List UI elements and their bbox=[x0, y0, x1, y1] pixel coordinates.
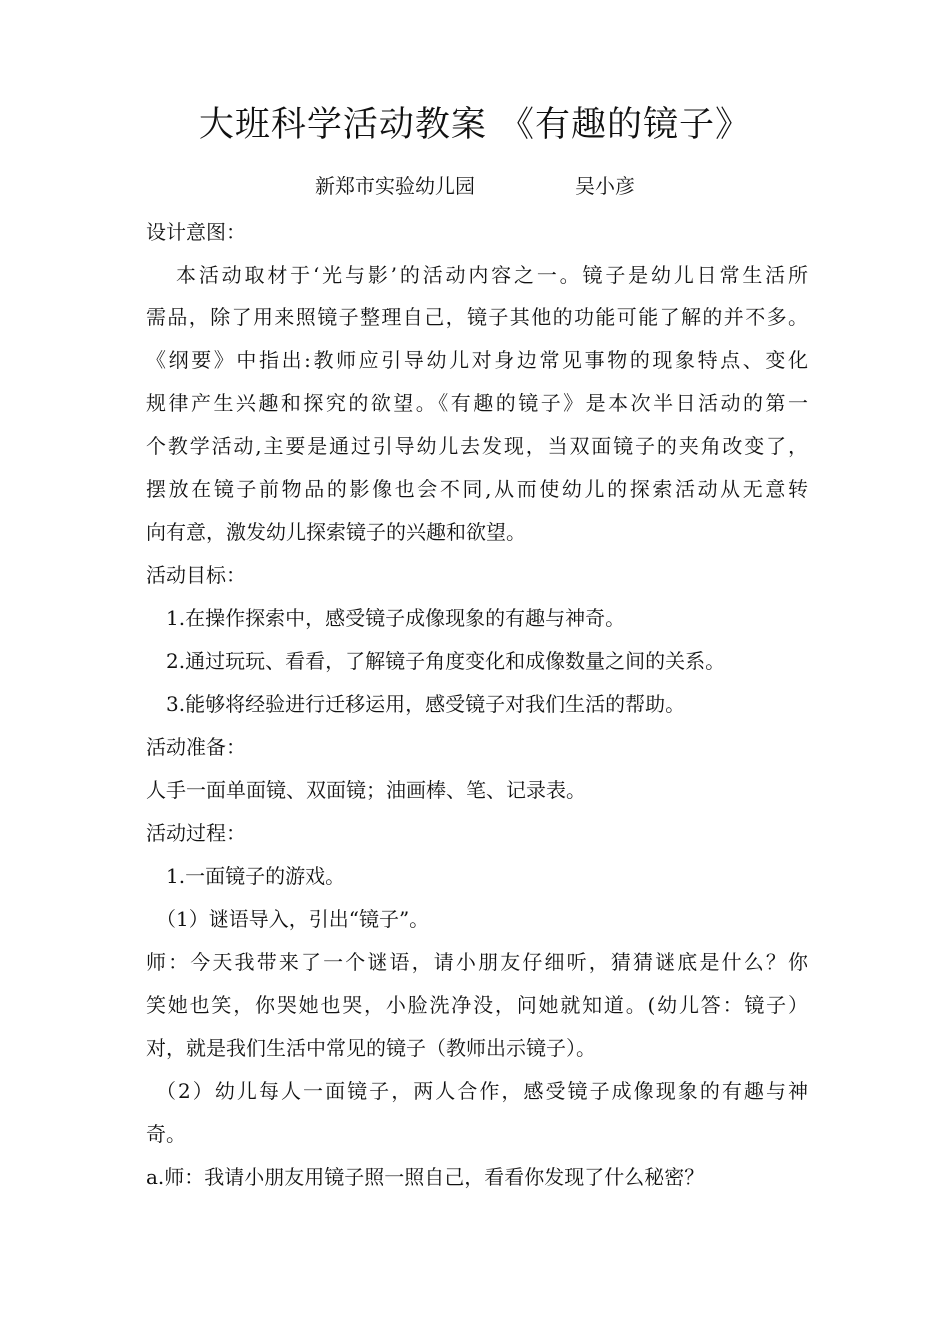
process-substep: （2）幼儿每人一面镜子，两人合作，感受镜子成像现象的有趣与神 bbox=[156, 1079, 808, 1103]
objective-item: 1.在操作探索中，感受镜子成像现象的有趣与神奇。 bbox=[166, 606, 626, 630]
process-substep: （1）谜语导入，引出“镜子”。 bbox=[156, 907, 430, 931]
paragraph-line: 需品，除了用来照镜子整理自己，镜子其他的功能可能了解的并不多。 bbox=[146, 305, 808, 329]
school-name: 新郑市实验幼儿园 bbox=[315, 174, 475, 198]
document-title: 大班科学活动教案 《有趣的镜子》 bbox=[198, 105, 752, 145]
section-heading-design-intent: 设计意图： bbox=[146, 220, 246, 244]
objective-item: 3.能够将经验进行迁移运用，感受镜子对我们生活的帮助。 bbox=[166, 692, 686, 716]
process-step: 1.一面镜子的游戏。 bbox=[166, 864, 346, 888]
paragraph-line: 本活动取材于‘光与影’的活动内容之一。镜子是幼儿日常生活所 bbox=[176, 263, 808, 287]
paragraph-line: 个教学活动,主要是通过引导幼儿去发现，当双面镜子的夹角改变了， bbox=[146, 434, 808, 458]
paragraph-line: 规律产生兴趣和探究的欲望。《有趣的镜子》是本次半日活动的第一 bbox=[146, 391, 808, 415]
paragraph-line: a.师：我请小朋友用镜子照一照自己，看看你发现了什么秘密？ bbox=[146, 1165, 705, 1189]
preparation-text: 人手一面单面镜、双面镜；油画棒、笔、记录表。 bbox=[146, 778, 586, 802]
paragraph-line: 摆放在镜子前物品的影像也会不同,从而使幼儿的探索活动从无意转 bbox=[146, 477, 808, 501]
author-name: 吴小彦 bbox=[575, 174, 635, 198]
paragraph-line: 师：今天我带来了一个谜语，请小朋友仔细听，猜猜谜底是什么？你 bbox=[146, 950, 808, 974]
paragraph-line: 对，就是我们生活中常见的镜子（教师出示镜子）。 bbox=[146, 1036, 596, 1060]
paragraph-line: 笑她也笑，你哭她也哭，小脸洗净没，问她就知道。(幼儿答：镜子） bbox=[146, 993, 808, 1017]
paragraph-line: 向有意，激发幼儿探索镜子的兴趣和欲望。 bbox=[146, 520, 526, 544]
section-heading-process: 活动过程： bbox=[146, 821, 246, 845]
section-heading-objectives: 活动目标： bbox=[146, 563, 246, 587]
author-line bbox=[0, 168, 950, 204]
section-heading-preparation: 活动准备： bbox=[146, 735, 246, 759]
objective-item: 2.通过玩玩、看看，了解镜子角度变化和成像数量之间的关系。 bbox=[166, 649, 726, 673]
paragraph-line: 奇。 bbox=[146, 1122, 186, 1146]
paragraph-line: 《纲要》中指出:教师应引导幼儿对身边常见事物的现象特点、变化 bbox=[146, 348, 808, 372]
